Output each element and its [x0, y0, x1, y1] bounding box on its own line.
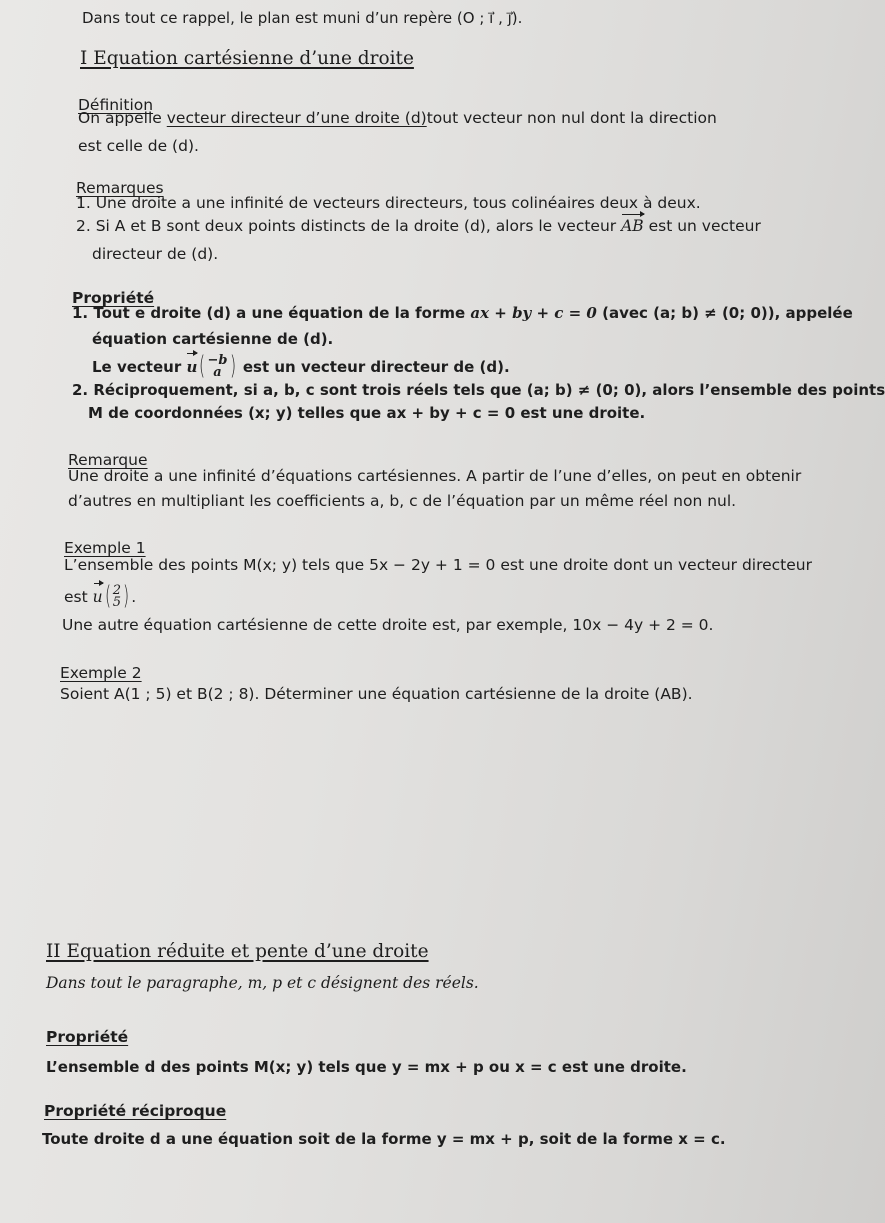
- remarque-line2: d’autres en multipliant les coefficients a, b, c de l’équation par un même réel non nul.: [68, 492, 737, 510]
- remarques-item1: 1. Une droite a une infinité de vecteurs directeurs, tous colinéaires deux à deux.: [76, 194, 701, 212]
- vector-ab: AB: [621, 217, 644, 235]
- propriete-item1-cont: équation cartésienne de (d).: [92, 330, 334, 348]
- definition-text-a: On appelle: [78, 109, 167, 127]
- vector-u-example-top: 2: [112, 582, 122, 598]
- exemple1-line3: Une autre équation cartésienne de cette droite est, par exemple, 10x − 4y + 2 = 0.: [62, 616, 714, 634]
- vector-u-example: u: [93, 585, 103, 609]
- section1-title: I Equation cartésienne d’une droite: [80, 48, 414, 69]
- propriete-item1: [72, 303, 853, 323]
- section2-propriete-heading: Propriété: [46, 1028, 129, 1046]
- vector-u: u: [186, 355, 197, 379]
- propriete-vector-text-a: Le vecteur: [92, 358, 187, 376]
- propriete-heading: Propriété: [72, 289, 155, 307]
- remarques-item2-text-a: 2. Si A et B sont deux points distincts de la droite (d), alors le vecteur: [76, 217, 622, 235]
- reciproque-line: Toute droite d a une équation soit de la forme y = mx + p, soit de la forme x = c.: [42, 1130, 726, 1148]
- vector-u-example-bottom: 5: [112, 594, 122, 610]
- definition-heading: Définition: [78, 96, 154, 114]
- definition-line2: est celle de (d).: [78, 137, 199, 155]
- definition-term: vecteur directeur d’une droite (d): [166, 109, 427, 127]
- remarques-item2: [76, 216, 761, 236]
- remarques-heading: Remarques: [76, 179, 164, 197]
- exemple1-line1: L’ensemble des points M(x; y) tels que 5x − 2y + 1 = 0 est une droite dont un vecteur directeur: [64, 556, 812, 574]
- vector-u-coordinates: [207, 352, 228, 380]
- exemple1-heading: Exemple 1: [64, 539, 146, 557]
- propriete-vector-line: Le vecteur u( −b a ) est un vecteur directeur de (d).: [92, 350, 510, 381]
- propriete-item2: 2. Réciproquement, si a, b, c sont trois réels tels que (a; b) ≠ (0; 0), alors l’ensemble des points: [72, 381, 885, 399]
- definition-line1: [78, 108, 717, 128]
- reciproque-heading: Propriété réciproque: [44, 1102, 227, 1120]
- remarque-line1: Une droite a une infinité d’équations cartésiennes. A partir de l’une d’elles, on peut en obtenir: [68, 467, 802, 485]
- exemple1-line2-text-b: .: [131, 588, 137, 606]
- vector-u-bottom: a: [213, 364, 222, 380]
- propriete-item1-text-a: 1. Tout e droite (d) a une équation de la forme: [72, 304, 471, 322]
- propriete-item1-text-b: (avec (a; b) ≠ (0; 0)), appelée: [596, 304, 853, 322]
- exemple1-line2: est u( 2 5 ) .: [64, 580, 137, 611]
- exemple2-heading: Exemple 2: [60, 664, 142, 682]
- section2-subtitle: Dans tout le paragraphe, m, p et c désignent des réels.: [46, 974, 479, 992]
- remarques-item2-cont: directeur de (d).: [92, 245, 219, 263]
- remarques-item2-text-b: est un vecteur: [643, 217, 761, 235]
- definition-text-b: tout vecteur non nul dont la direction: [426, 109, 717, 127]
- remarque-heading: Remarque: [68, 451, 148, 469]
- propriete-item1-eq: ax + by + c = 0: [470, 304, 597, 322]
- propriete-item2-cont: M de coordonnées (x; y) telles que ax + by + c = 0 est une droite.: [88, 404, 646, 422]
- vector-u-example-coordinates: [112, 582, 122, 610]
- vector-u-top: −b: [207, 352, 228, 368]
- intro-text: Dans tout ce rappel, le plan est muni d’un repère (O ; ı⃗ , ȷ⃗).: [82, 9, 523, 27]
- section2-title: II Equation réduite et pente d’une droite: [46, 941, 429, 962]
- propriete-vector-text-b: est un vecteur directeur de (d).: [237, 358, 510, 376]
- exemple1-line2-text-a: est: [64, 588, 93, 606]
- section2-propriete-line: L’ensemble d des points M(x; y) tels que y = mx + p ou x = c est une droite.: [46, 1058, 687, 1076]
- exemple2-line1: Soient A(1 ; 5) et B(2 ; 8). Déterminer une équation cartésienne de la droite (AB).: [60, 685, 693, 703]
